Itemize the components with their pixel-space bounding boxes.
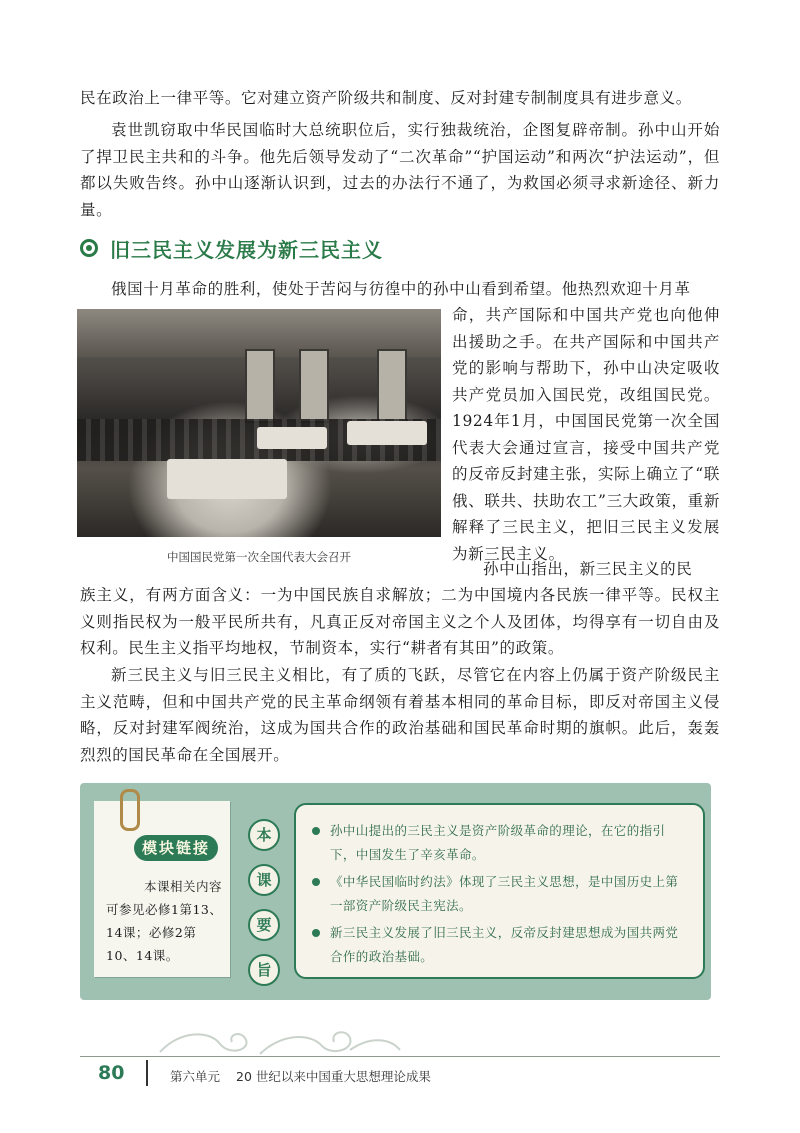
section-title: 旧三民主义发展为新三民主义 [110, 237, 383, 262]
key-points-panel [294, 803, 705, 979]
key-points-list [296, 805, 703, 969]
module-link-line2: 可参见必修1第13、14课；必修2第10、14课。 [106, 902, 223, 963]
module-link-title: 模块链接 [134, 835, 218, 861]
kmt-congress-photo [77, 309, 441, 537]
footer-cloud-ornament-icon [150, 1020, 410, 1060]
double-circle-bullet-icon [80, 239, 98, 257]
section-heading [80, 232, 720, 264]
photo-table [347, 421, 427, 445]
paragraph-october-revolution-line1: 俄国十月革命的胜利，使处于苦闷与彷徨中的孙中山看到希望。他热烈欢迎十月革 [111, 280, 691, 298]
key-point-item: 孙中山提出的三民主义是资产阶级革命的理论，在它的指引下，中国发生了辛亥革命。 [312, 819, 687, 867]
module-link-card [94, 801, 230, 977]
module-link-body [106, 875, 224, 967]
module-link-line1: 本课相关内容 [143, 879, 222, 894]
photo-window [377, 349, 407, 423]
paragraph-october-revolution-wrap: 命，共产国际和中国共产党也向他伸出援助之手。在共产国际和中国共产党的影响与帮助下，孙中山决定吸收共产党员加入国民党，改组国民党。1924年1月，中国国民党第一次全国代表大会通过宣言，接受中国共产党的反帝反封建主张，实际上确立了“联俄、联共、扶助农工”三大政策，重新解释了三民主义，把旧三民主义发展为新三民主义。 [452, 306, 720, 563]
paragraph-sun-yatsen-principles: 族主义，有两方面含义：一为中国民族自求解放；二为中国境内各民族一律平等。民权主义则指民权为一般平民所共有，凡真正反对帝国主义之个人及团体，均得享有一切自由及权利。民生主义指平均地权，节制资本，实行“耕者有其田”的政策。 [80, 586, 720, 657]
photo-table [167, 459, 287, 499]
footer-unit: 第六单元 [170, 1069, 221, 1084]
paragraph-yuan-shikai: 袁世凯窃取中华民国临时大总统职位后，实行独裁统治，企图复辟帝制。孙中山开始了捍卫民主共和的斗争。他先后领导发动了“二次革命”“护国运动”和两次“护法运动”，但都以失败告终。孙中山逐渐认识到，过去的办法行不通了，为救国必须寻求新途径、新力量。 [80, 121, 720, 219]
key-points-char: 本 [248, 819, 280, 851]
key-points-char: 旨 [248, 954, 280, 986]
paragraph-sun-yatsen-start: 孙中山指出，新三民主义的民 [483, 560, 693, 578]
key-point-item: 《中华民国临时约法》体现了三民主义思想，是中国历史上第一部资产阶级民主宪法。 [312, 870, 687, 918]
footer-unit-title: 20 世纪以来中国重大思想理论成果 [236, 1069, 431, 1084]
key-points-label [248, 819, 284, 999]
footer-rule [80, 1056, 720, 1057]
page-number: 80 [98, 1062, 125, 1084]
photo-table [257, 427, 327, 449]
key-point-item: 新三民主义发展了旧三民主义，反帝反封建思想成为国共两党合作的政治基础。 [312, 921, 687, 969]
footer-divider [146, 1060, 148, 1086]
paragraph-intro: 民在政治上一律平等。它对建立资产阶级共和制度、反对封建专制制度具有进步意义。 [80, 89, 692, 107]
summary-box [80, 783, 711, 1000]
key-points-char: 要 [248, 909, 280, 941]
paperclip-icon [120, 789, 140, 831]
paragraph-new-three-principles: 新三民主义与旧三民主义相比，有了质的飞跃，尽管它在内容上仍属于资产阶级民主主义范畴，但和中国共产党的民主革命纲领有着基本相同的革命目标，即反对帝国主义侵略，反对封建军阀统治，这成为国共合作的政治基础和国民革命时期的旗帜。此后，轰轰烈烈的国民革命在全国展开。 [80, 666, 720, 764]
key-points-char: 课 [248, 864, 280, 896]
photo-window [299, 349, 329, 423]
photo-caption: 中国国民党第一次全国代表大会召开 [167, 550, 351, 564]
photo-window [245, 349, 275, 423]
